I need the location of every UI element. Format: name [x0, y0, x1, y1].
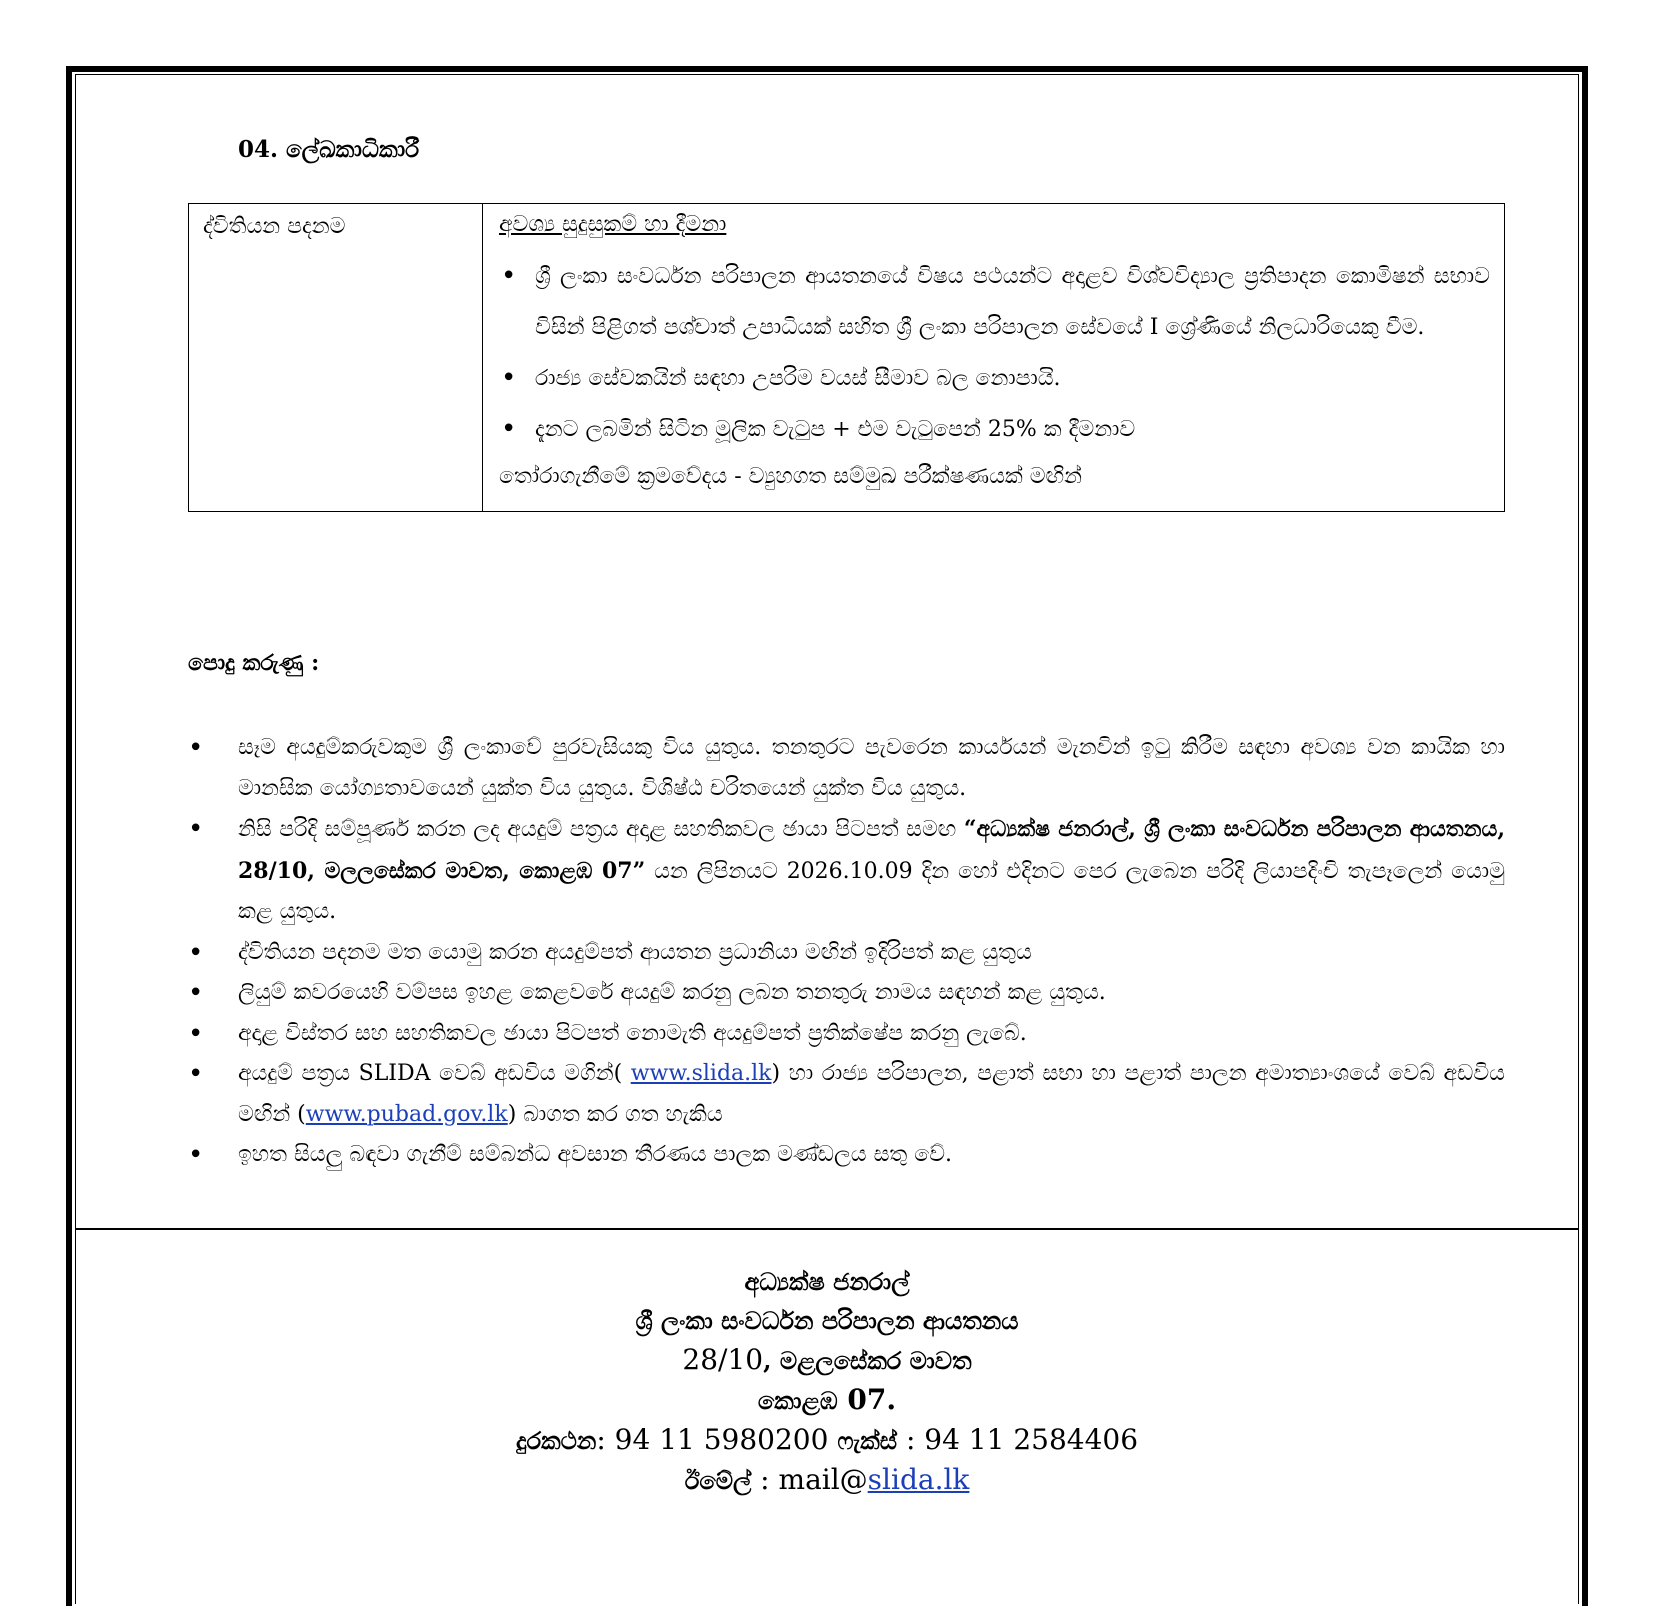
requirements-row — [189, 204, 1505, 512]
requirements-cell — [483, 204, 1505, 512]
city-code: 07. — [837, 1383, 897, 1416]
city-name: කොළඹ — [757, 1386, 838, 1415]
footer-title: අධ්‍යක්ෂ ජනරාල් — [744, 1267, 910, 1296]
footer-email — [75, 1460, 1579, 1500]
list-item: • ඉහත සියලු බඳවා ගැනීම් සම්බන්ධ අවසාන තීරණය පාලක මණ්ඩලය සතු වේ. — [238, 1135, 1505, 1176]
list-item: • ද්විතියන පදනම මත යොමු කරන අයදුම්පත් ආයතන ප්‍රධානියා මඟින් ඉදිරිපත් කළ යුතුය — [238, 933, 1505, 974]
address-street: , මළලසේකර මාවත — [763, 1346, 972, 1375]
fax-number: : 94 11 2584406 — [897, 1423, 1139, 1456]
item-text: යන ලිපිනයට 2026.10.09 දින හෝ එදිනට පෙර ලැබෙන පරිදි ලියාපදිංචි තැපෑලෙන් යොමු කළ යුතුය. — [238, 858, 1505, 924]
list-item: • සෑම අයදුම්කරුවකුම ශ්‍රී ලංකාවේ පුරවැසියකු විය යුතුය. තනතුරට පැවරෙන කාර්යයන් මැනවින් ඉටු කිරීම සඳහා අවශ්‍ය වන කායික හා මානසික යෝග්‍යතාවයෙන් යුක්ත විය යුතුය. විශිෂ්ඨ චරිතයෙන් යුක්ත විය යුතුය. — [238, 728, 1505, 809]
item-text: නිසි පරිදි සම්පූර්ණ කරන ලද අයදුම් පත්‍රය අදාළ සහතිකවල ඡායා පිටපත් සමඟ — [238, 817, 964, 842]
list-item: • ලියුම් කවරයෙහි වම්පස ඉහළ කෙළවරේ අයදුම් කරනු ලබන තනතුරු නාමය සඳහන් කළ යුතුය. — [238, 973, 1505, 1014]
general-heading: පොදු කරුණු : — [188, 650, 320, 676]
post-label-cell — [189, 204, 483, 512]
requirements-subheading: අවශ්‍ය සුදුසුකම් හා දීමනා — [499, 212, 727, 237]
requirements-list — [499, 251, 1490, 455]
fax-label: ෆැක්ස් — [837, 1426, 898, 1455]
post-label: ද්විතියන පදනම — [203, 214, 346, 239]
list-item: • රාජ්‍ය සේවකයින් සඳහා උපරිම වයස් සීමාව බල නොපායි. — [535, 353, 1490, 404]
selection-method: තෝරාගැනීමේ ක්‍රමවේදය - ව්‍යුහගත සම්මුඛ පරීක්ෂණයක් මඟින් — [499, 464, 1082, 489]
phone-number: : 94 11 5980200 — [596, 1423, 838, 1456]
list-item: • අදාළ විස්තර සහ සහතිකවල ඡායා පිටපත් නොමැති අයදුම්පත් ප්‍රතික්ෂේප කරනු ලැබේ. — [238, 1014, 1505, 1055]
footer-institute: ශ්‍රී ලංකා සංවර්ධන පරිපාලන ආයතනය — [635, 1306, 1019, 1335]
list-item: • ශ්‍රී ලංකා සංවර්ධන පරිපාලන ආයතනයේ විෂය පථයන්ට අදාළව විශ්වවිද්‍යාල ප්‍රතිපාදන කොමිෂන් සභාව විසින් පිළිගත් පශ්චාත් උපාධියක් සහිත ශ්‍රී ලංකා පරිපාලන සේවයේ I ශ්‍රේණියේ නිලධාරියෙකු වීම. — [535, 251, 1490, 353]
address-number: 28/10 — [682, 1343, 764, 1376]
email-label: ඊමේල් — [684, 1466, 752, 1495]
requirements-table — [188, 203, 1505, 512]
pubad-link[interactable]: www.pubad.gov.lk — [305, 1101, 508, 1127]
general-list — [238, 728, 1505, 1176]
list-item: • දැනට ලබමින් සිටින මූලික වැටුප + එම වැටුපෙන් 25% ක දීමනාව — [535, 404, 1490, 455]
footer-divider — [75, 1228, 1579, 1230]
address-bold: “අධ්‍යක්ෂ ජනරාල්, ශ්‍රී ලංකා සංවර්ධන පරිපාලන ආයතනය, 28/10, මලලසේකර මාවත, කොළඹ 07” — [238, 816, 1506, 884]
item-text: ) බාගත කර ගත හැකිය — [507, 1101, 723, 1127]
section-heading: 04. ලේඛකාධිකාරී — [238, 136, 420, 163]
footer-city — [75, 1380, 1579, 1420]
phone-label: දුරකථන — [515, 1426, 597, 1455]
footer-contact — [75, 1262, 1579, 1500]
list-item — [238, 809, 1505, 933]
email-domain-link[interactable]: slida.lk — [867, 1463, 970, 1496]
email-user: : mail@ — [751, 1463, 868, 1496]
item-text: අයදුම් පත්‍රය SLIDA වෙබ් අඩවිය මගින්( — [238, 1061, 631, 1086]
footer-phone-fax — [75, 1420, 1579, 1460]
footer-address — [75, 1340, 1579, 1380]
slida-link[interactable]: www.slida.lk — [630, 1061, 772, 1086]
list-item — [238, 1054, 1505, 1135]
item-text: ) හා රාජ්‍ය පරිපාලන, පළාත් සභා හා පළාත් පාලන අමාත්‍යාංශයේ වෙබ් අඩවිය මඟින් ( — [238, 1061, 1505, 1127]
